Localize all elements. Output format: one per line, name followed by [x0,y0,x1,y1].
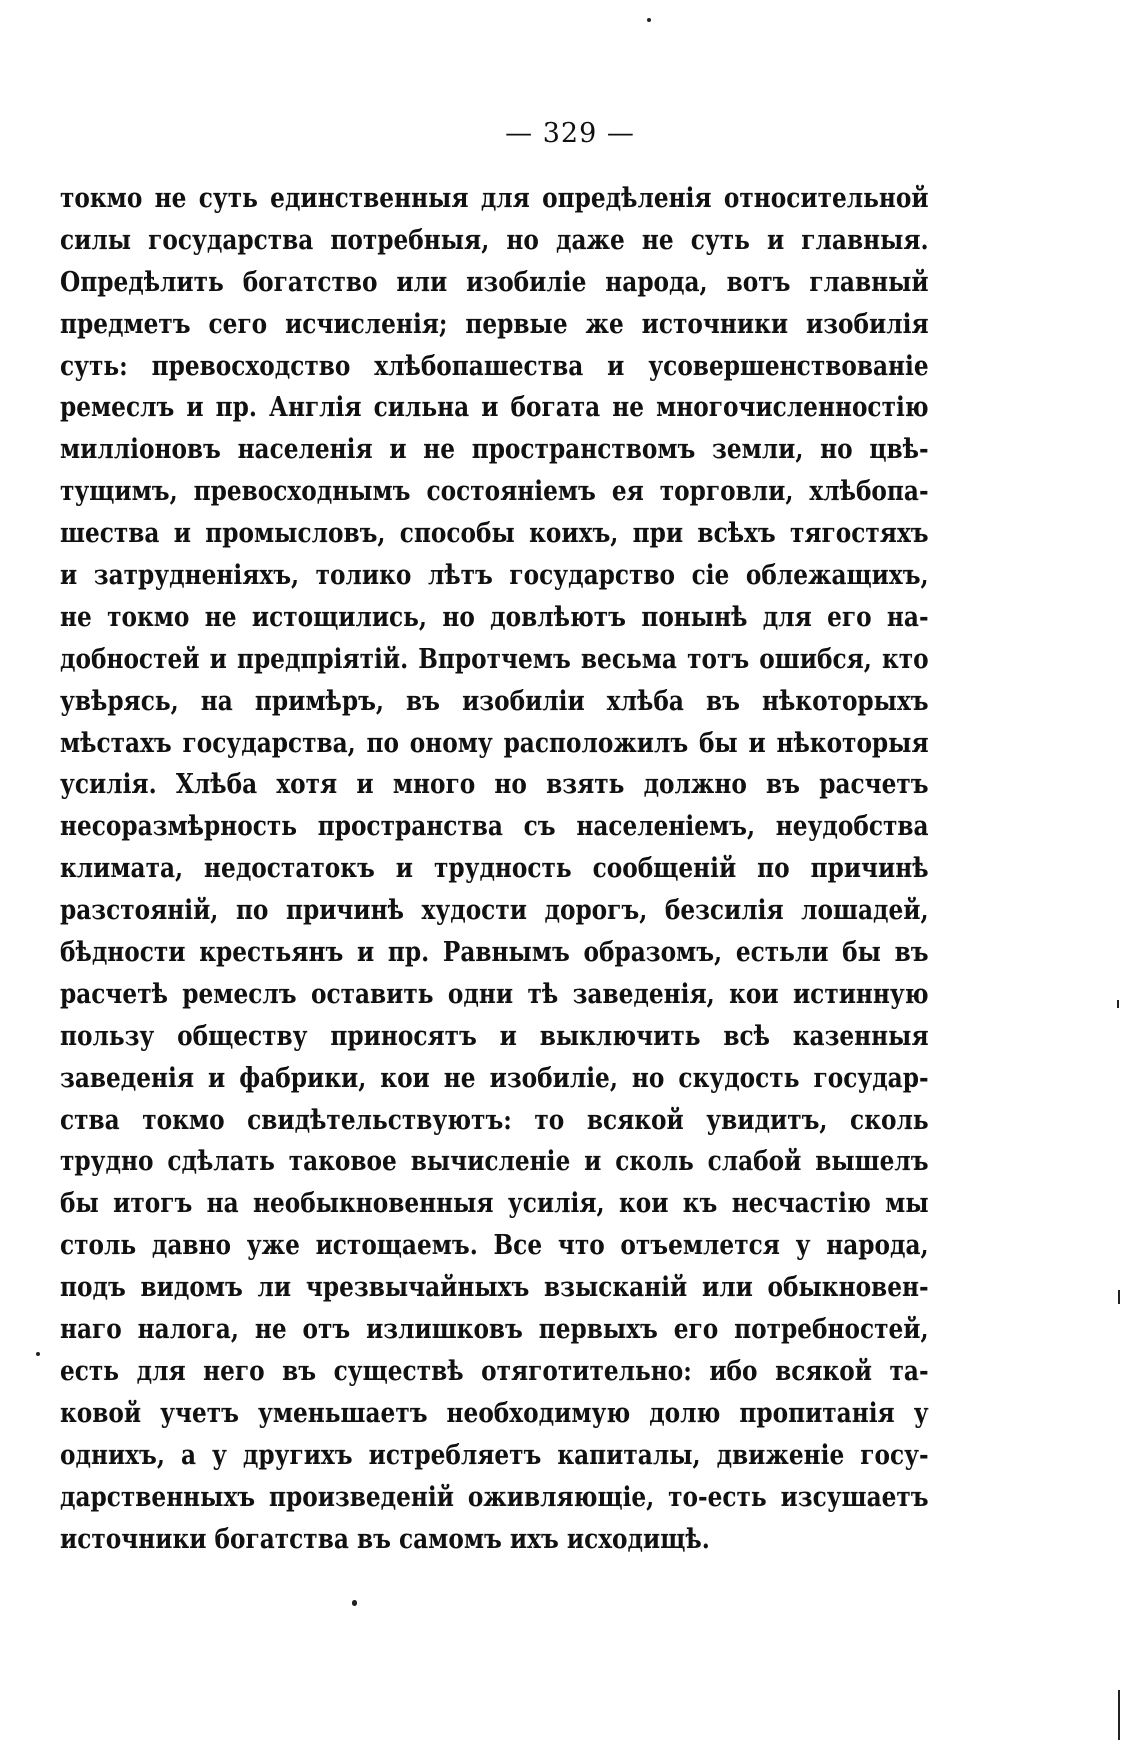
text-line: несоразмѣрность пространства съ населеніемъ, неудобства [60,811,929,843]
text-line: предметъ сего исчисленія; первые же источники изобилія [60,308,929,340]
text-line: токмо не суть единственныя для опредѣленія относительной [60,183,929,214]
text-line: мѣстахъ государства, по оному расположилъ бы и нѣкоторыя [60,727,929,759]
text-line: шества и промысловъ, способы коихъ, при всѣхъ тягостяхъ [60,518,929,550]
text-line: заведенія и фабрики, кои не изобиліе, но скудость государ- [60,1062,929,1094]
text-line: добностей и предпріятій. Впротчемъ весьма тотъ ошибся, кто [60,643,929,675]
text-line: наго налога, не отъ излишковъ первыхъ его потребностей, [60,1314,929,1346]
text-line: увѣрясь, на примѣръ, въ изобиліи хлѣба въ нѣкоторыхъ [60,685,929,717]
scan-speck-left [36,1352,40,1356]
text-line: усилія. Хлѣба хотя и много но взять должно въ расчетъ [60,769,929,801]
text-line: подъ видомъ ли чрезвычайныхъ взысканій или обыкновен- [60,1272,929,1304]
text-line: расчетѣ ремеслъ оставить одни тѣ заведенія, кои истинную [60,978,929,1010]
text-line: ковой учетъ уменьшаетъ необходимую долю пропитанія у [60,1397,929,1429]
text-line: однихъ, а у другихъ истребляетъ капиталы, движеніе госу- [60,1439,929,1471]
scan-edge-mark [1117,1000,1119,1008]
text-line: бы итогъ на необыкновенныя усилія, кои къ несчастію мы [60,1188,929,1220]
text-line: ремеслъ и пр. Англія сильна и богата не многочисленностію [60,392,929,424]
text-line: ства токмо свидѣтельствуютъ: то всякой увидитъ, сколь [60,1104,929,1136]
scan-edge-mark [1118,1690,1120,1740]
text-line: силы государства потребныя, но даже не суть и главныя. [60,224,929,256]
text-line: дарственныхъ произведеній оживляющіе, то-есть изсушаетъ [60,1481,929,1513]
text-line: Опредѣлить богатство или изобиліе народа, вотъ главный [60,266,929,298]
text-line: и затрудненіяхъ, толико лѣтъ государство сіе облежащихъ, [60,560,929,592]
scan-speck-top [647,18,651,22]
text-line: милліоновъ населенія и не пространствомъ земли, но цвѣ- [60,434,929,466]
text-line: есть для него въ существѣ отяготительно: ибо всякой та- [60,1355,929,1387]
text-line: разстояній, по причинѣ худости дорогъ, безсилія лошадей, [60,895,929,927]
text-line: пользу обществу приносятъ и выключить всѣ казенныя [60,1020,929,1052]
text-line-last: источники богатства въ самомъ ихъ исходищѣ. [60,1523,710,1555]
text-line: климата, недостатокъ и трудность сообщеній по причинѣ [60,853,929,885]
text-line: тущимъ, превосходнымъ состояніемъ ея торговли, хлѣбопа- [60,476,929,508]
scan-edge-mark [1118,1290,1120,1304]
scan-speck-bottom [352,1600,357,1606]
text-line: столь давно уже истощаемъ. Все что отъемлется у народа, [60,1230,929,1262]
body-text [60,178,930,1560]
text-line: суть: превосходство хлѣбопашества и усовершенствованіе [60,350,929,382]
page-number: — 329 — [505,118,635,149]
text-line: бѣдности крестьянъ и пр. Равнымъ образомъ, естьли бы въ [60,937,929,969]
text-line: не токмо не истощились, но довлѣютъ понынѣ для его на- [60,601,929,633]
text-line: трудно сдѣлать таковое вычисленіе и сколь слабой вышелъ [60,1146,929,1178]
